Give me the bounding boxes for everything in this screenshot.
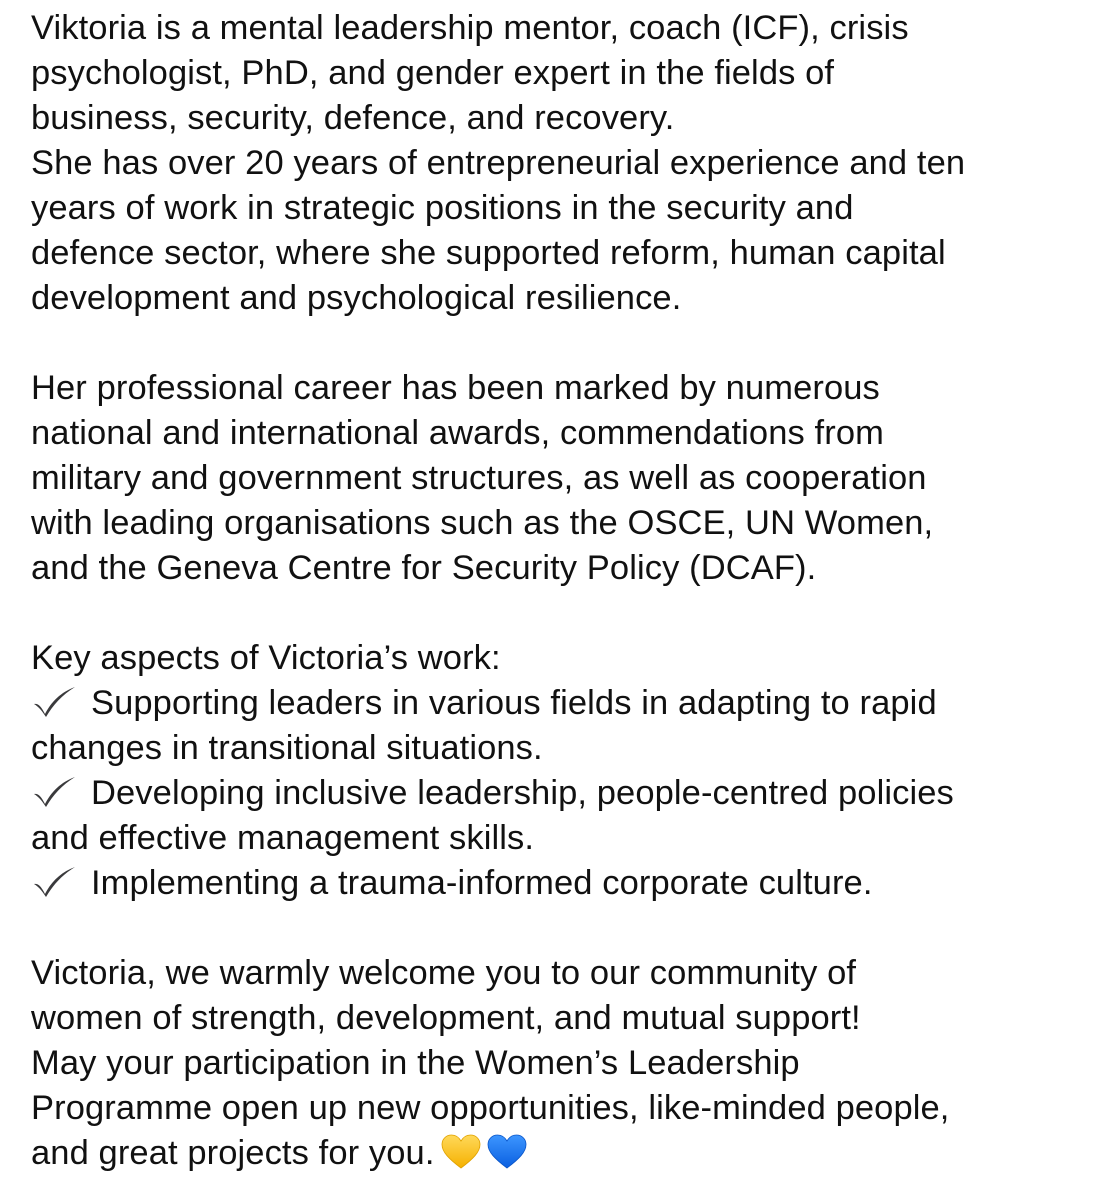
text-line: defence sector, where she supported reform, human capital	[31, 234, 946, 272]
text-line: psychologist, PhD, and gender expert in the fields of	[31, 54, 835, 92]
welcome-paragraph	[31, 951, 1091, 1176]
text-line: years of work in strategic positions in the security and	[31, 189, 854, 227]
text-line: Victoria, we warmly welcome you to our community of	[31, 954, 857, 992]
text-line: Programme open up new opportunities, like-minded people,	[31, 1089, 950, 1127]
text-line	[31, 1131, 1091, 1176]
key-aspect-text: Supporting leaders in various fields in adapting to rapid	[91, 684, 937, 722]
key-aspect-item	[31, 771, 1091, 816]
text-line: May your participation in the Women’s Leadership	[31, 1044, 800, 1082]
text-line: She has over 20 years of entrepreneurial experience and ten	[31, 144, 966, 182]
bio-paragraph	[31, 6, 1091, 321]
career-paragraph	[31, 366, 1091, 591]
check-mark-icon	[31, 776, 77, 808]
text-line: women of strength, development, and mutual support!	[31, 999, 861, 1037]
post-body	[31, 6, 1091, 1176]
key-aspect-text-continued: and effective management skills.	[31, 819, 535, 857]
key-aspect-text: Implementing a trauma-informed corporate culture.	[91, 864, 873, 902]
yellow-heart-icon	[441, 1134, 481, 1170]
check-mark-icon	[31, 866, 77, 898]
key-aspects-heading: Key aspects of Victoria’s work:	[31, 639, 501, 677]
key-aspects-section	[31, 636, 1091, 906]
text-line: Viktoria is a mental leadership mentor, coach (ICF), crisis	[31, 9, 909, 47]
text-line: with leading organisations such as the OSCE, UN Women,	[31, 504, 934, 542]
blue-heart-icon	[487, 1134, 527, 1170]
key-aspect-text-continued: changes in transitional situations.	[31, 729, 543, 767]
key-aspect-text: Developing inclusive leadership, people-centred policies	[91, 774, 954, 812]
key-aspect-item	[31, 681, 1091, 726]
text-line: military and government structures, as well as cooperation	[31, 459, 927, 497]
text-line: national and international awards, commendations from	[31, 414, 884, 452]
text-line: business, security, defence, and recovery.	[31, 99, 675, 137]
text-line: and the Geneva Centre for Security Policy (DCAF).	[31, 549, 817, 587]
text-line: development and psychological resilience.	[31, 279, 682, 317]
text-line: Her professional career has been marked by numerous	[31, 369, 880, 407]
closing-text: and great projects for you.	[31, 1134, 435, 1172]
key-aspect-item	[31, 861, 1091, 906]
check-mark-icon	[31, 686, 77, 718]
